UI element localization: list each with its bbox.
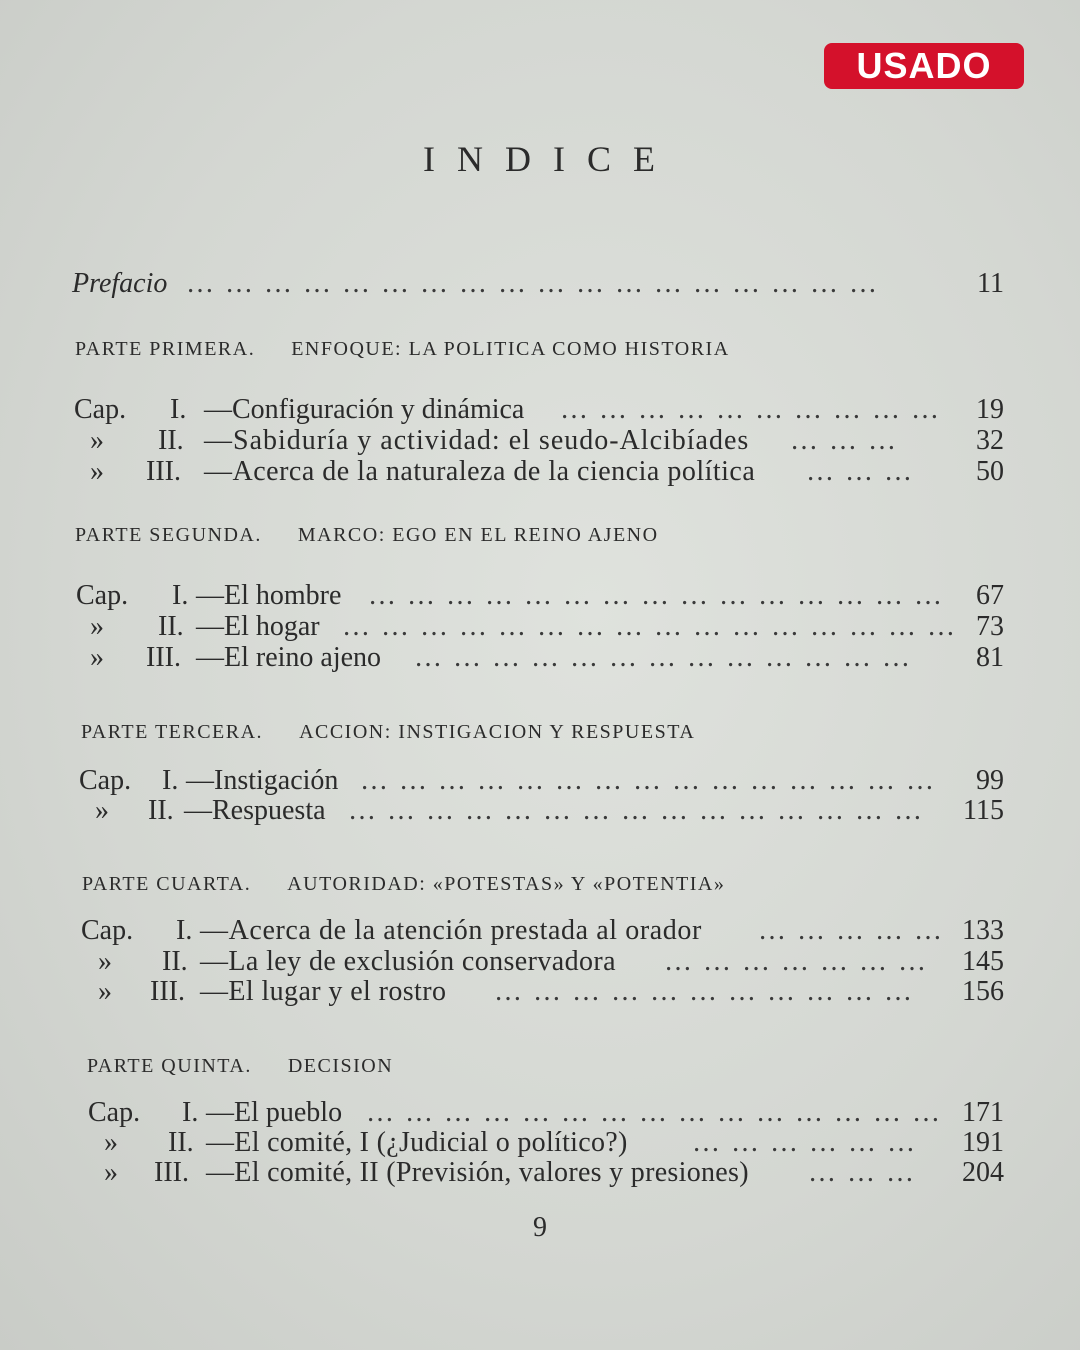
part-heading bbox=[87, 1055, 393, 1078]
chapter-title: —Instigación bbox=[186, 765, 339, 796]
part-title: DECISION bbox=[287, 1055, 394, 1077]
dot-leader: … … … … … … … … … … … … … … … bbox=[348, 795, 924, 826]
toc-entry-preface bbox=[0, 266, 1080, 302]
page-number: 145 bbox=[962, 946, 1004, 977]
chapter-title: —Acerca de la atención prestada al orador bbox=[200, 915, 702, 946]
chapter-title: —La ley de exclusión conservadora bbox=[200, 946, 616, 977]
chapter-number: II. bbox=[158, 611, 184, 642]
part-label: PARTE PRIMERA. bbox=[75, 338, 256, 360]
chapter-prefix: Cap. bbox=[79, 765, 132, 796]
chapter-prefix: Cap. bbox=[76, 580, 129, 611]
dot-leader: … … … … … … … bbox=[664, 946, 928, 977]
page-number: 19 bbox=[976, 394, 1004, 425]
dot-leader: … … … … … … bbox=[692, 1127, 917, 1158]
chapter-number: III. bbox=[150, 976, 185, 1007]
toc-entry bbox=[0, 974, 1080, 1010]
chapter-prefix: » bbox=[90, 425, 104, 456]
part-label: PARTE TERCERA. bbox=[81, 721, 264, 743]
chapter-prefix: » bbox=[90, 642, 104, 673]
chapter-prefix: Cap. bbox=[81, 915, 134, 946]
toc-entry bbox=[0, 640, 1080, 676]
dot-leader: … … … bbox=[790, 425, 898, 456]
page-number: 133 bbox=[962, 915, 1004, 946]
chapter-number: II. bbox=[158, 425, 184, 456]
chapter-prefix: » bbox=[98, 976, 112, 1007]
part-label: PARTE SEGUNDA. bbox=[75, 524, 262, 546]
chapter-prefix: » bbox=[104, 1127, 118, 1158]
page-number: 11 bbox=[977, 268, 1004, 299]
dot-leader: … … … … … … … … … … … … … bbox=[414, 642, 912, 673]
preface-title: Prefacio bbox=[72, 268, 168, 299]
chapter-prefix: » bbox=[90, 611, 104, 642]
chapter-number: I. bbox=[172, 580, 189, 611]
page-number: 204 bbox=[962, 1157, 1004, 1188]
part-title: MARCO: EGO EN EL REINO AJENO bbox=[297, 524, 659, 546]
page-number: 67 bbox=[976, 580, 1004, 611]
page-number: 81 bbox=[976, 642, 1004, 673]
chapter-number: III. bbox=[154, 1157, 189, 1188]
dot-leader: … … … … … … … … … … … … … … … bbox=[360, 765, 936, 796]
chapter-number: II. bbox=[148, 795, 174, 826]
page-number: 73 bbox=[976, 611, 1004, 642]
chapter-number: I. bbox=[162, 765, 179, 796]
dot-leader: … … … … … … … … … … … … … … … bbox=[366, 1097, 942, 1128]
dot-leader: … … … … … … … … … … bbox=[560, 394, 941, 425]
chapter-prefix: » bbox=[95, 795, 109, 826]
chapter-number: I. bbox=[176, 915, 193, 946]
part-heading bbox=[81, 721, 695, 744]
chapter-title: —Respuesta bbox=[184, 795, 326, 826]
chapter-title: —Sabiduría y actividad: el seudo-Alcibíades bbox=[204, 425, 750, 456]
chapter-prefix: » bbox=[98, 946, 112, 977]
chapter-title: —El hogar bbox=[196, 611, 320, 642]
chapter-number: III. bbox=[146, 642, 181, 673]
page-number: 191 bbox=[962, 1127, 1004, 1158]
chapter-title: —El comité, II (Previsión, valores y presiones) bbox=[206, 1157, 749, 1188]
chapter-title: —El pueblo bbox=[206, 1097, 343, 1128]
page-number: 32 bbox=[976, 425, 1004, 456]
used-badge: USADO bbox=[824, 43, 1024, 89]
chapter-prefix: » bbox=[104, 1157, 118, 1188]
chapter-title: —El comité, I (¿Judicial o político?) bbox=[206, 1127, 628, 1158]
dot-leader: … … … … … … … … … … … … … … … bbox=[368, 580, 944, 611]
dot-leader: … … … bbox=[808, 1157, 916, 1188]
page-title: INDICE bbox=[423, 139, 677, 179]
chapter-title: —El lugar y el rostro bbox=[200, 976, 447, 1007]
part-label: PARTE CUARTA. bbox=[82, 873, 252, 895]
page-number: 50 bbox=[976, 456, 1004, 487]
part-title: AUTORIDAD: «POTESTAS» Y «POTENTIA» bbox=[287, 873, 726, 895]
chapter-number: II. bbox=[162, 946, 188, 977]
dot-leader: … … … … … … … … … … … bbox=[494, 976, 914, 1007]
part-heading bbox=[82, 873, 725, 896]
toc-entry bbox=[0, 793, 1080, 829]
chapter-title: —El reino ajeno bbox=[196, 642, 382, 673]
page-number: 171 bbox=[962, 1097, 1004, 1128]
toc-entry bbox=[0, 1155, 1080, 1191]
chapter-number: III. bbox=[146, 456, 181, 487]
chapter-title: —Configuración y dinámica bbox=[204, 394, 525, 425]
page-number: 156 bbox=[962, 976, 1004, 1007]
dot-leader: … … … … … … … … … … … … … … … … … … bbox=[186, 268, 879, 299]
chapter-prefix: Cap. bbox=[74, 394, 127, 425]
chapter-number: II. bbox=[168, 1127, 194, 1158]
chapter-number: I. bbox=[170, 394, 187, 425]
part-title: ACCION: INSTIGACION Y RESPUESTA bbox=[299, 721, 696, 743]
dot-leader: … … … … … … … … … … … … … … … … bbox=[342, 611, 957, 642]
toc-entry bbox=[0, 454, 1080, 490]
part-label: PARTE QUINTA. bbox=[87, 1055, 252, 1077]
chapter-prefix: Cap. bbox=[88, 1097, 141, 1128]
chapter-title: —Acerca de la naturaleza de la ciencia política bbox=[204, 456, 756, 487]
chapter-prefix: » bbox=[90, 456, 104, 487]
part-heading bbox=[75, 338, 730, 361]
chapter-number: I. bbox=[182, 1097, 199, 1128]
part-title: ENFOQUE: LA POLITICA COMO HISTORIA bbox=[291, 338, 730, 360]
page-folio: 9 bbox=[533, 1212, 547, 1243]
dot-leader: … … … … … bbox=[758, 915, 944, 946]
chapter-title: —El hombre bbox=[196, 580, 342, 611]
part-heading bbox=[75, 524, 659, 547]
dot-leader: … … … bbox=[806, 456, 914, 487]
page-number: 99 bbox=[976, 765, 1004, 796]
page-number: 115 bbox=[963, 795, 1004, 826]
